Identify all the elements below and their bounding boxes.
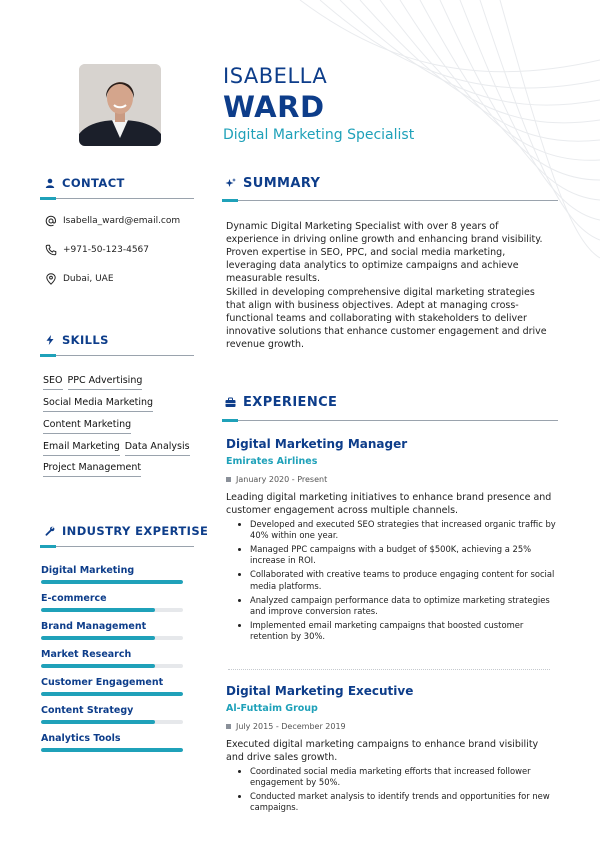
summary-paragraph-2: Skilled in developing comprehensive digital marketing strategies that align with business objectives. Adept at managing cross-functional teams and collaborating with stakeholders to deliver innovative solutions that enhance customer engagement and drive revenue growth. — [226, 287, 547, 350]
expertise-bar-fill — [41, 720, 155, 724]
job-bullet: Coordinated social media marketing efforts that increased follower engagement by 50%. — [238, 766, 556, 789]
job-description: Leading digital marketing initiatives to enhance brand presence and customer engagement across multiple channels. — [226, 492, 552, 516]
industry-expertise-heading — [45, 524, 208, 538]
skills-row — [43, 419, 131, 434]
expertise-bar-fill — [41, 748, 183, 752]
job-dates — [226, 722, 556, 731]
calendar-icon — [226, 724, 231, 729]
summary-heading-label: SUMMARY — [243, 176, 321, 191]
expertise-bar-fill — [41, 636, 155, 640]
expertise-label: Brand Management — [41, 621, 147, 632]
expertise-bar-fill — [41, 580, 183, 584]
job-dates-text: July 2015 - December 2019 — [236, 722, 346, 731]
briefcase-icon — [225, 397, 236, 408]
skill-tag: Content Marketing — [43, 419, 131, 434]
expertise-bar-fill — [41, 664, 155, 668]
expertise-bar — [41, 748, 183, 752]
experience-divider — [222, 420, 558, 421]
job-bullet: Implemented email marketing campaigns that boosted customer retention by 30%. — [238, 620, 556, 643]
expertise-item — [41, 705, 183, 724]
contact-phone-text: +971-50-123-4567 — [63, 245, 149, 255]
calendar-icon — [226, 477, 231, 482]
profile-photo — [79, 64, 161, 146]
last-name: WARD — [223, 90, 325, 124]
contact-email-text: Isabella_ward@email.com — [63, 216, 181, 226]
expertise-item — [41, 621, 183, 640]
contact-phone[interactable] — [45, 244, 149, 256]
experience-heading — [225, 395, 337, 410]
industry-expertise-divider — [40, 546, 194, 547]
expertise-bar — [41, 608, 183, 612]
job-bullet: Developed and executed SEO strategies that increased organic traffic by 40% within one year. — [238, 519, 556, 542]
skill-tag: SEO — [43, 375, 63, 390]
at-sign-icon — [45, 215, 57, 227]
expertise-label: Digital Marketing — [41, 565, 135, 576]
job-role: Digital Marketing Manager — [226, 437, 408, 451]
skills-row — [43, 397, 153, 412]
sparkle-icon — [225, 178, 236, 189]
summary-divider — [222, 200, 558, 201]
skill-tag: Social Media Marketing — [43, 397, 153, 412]
skills-row — [43, 375, 142, 390]
wrench-icon — [45, 526, 55, 536]
person-icon — [45, 178, 55, 188]
skills-row — [43, 462, 141, 477]
expertise-item — [41, 649, 183, 668]
skill-tag: PPC Advertising — [68, 375, 143, 390]
expertise-bar — [41, 636, 183, 640]
contact-email[interactable] — [45, 215, 180, 227]
job-company: Emirates Airlines — [226, 456, 318, 467]
expertise-bar — [41, 580, 183, 584]
expertise-label: Content Strategy — [41, 705, 134, 716]
job-entry — [226, 437, 556, 645]
job-dates — [226, 475, 556, 484]
industry-expertise-heading-label: INDUSTRY EXPERTISE — [62, 524, 209, 538]
expertise-label: Customer Engagement — [41, 677, 164, 688]
lightning-icon — [45, 335, 55, 345]
skill-tag: Data Analysis — [125, 441, 190, 456]
experience-heading-label: EXPERIENCE — [243, 395, 338, 410]
skills-row — [43, 441, 190, 456]
expertise-bar — [41, 692, 183, 696]
job-bullets — [226, 519, 556, 642]
job-company: Al-Futtaim Group — [226, 703, 318, 714]
skill-tag: Email Marketing — [43, 441, 120, 456]
job-bullets — [226, 766, 556, 814]
expertise-label: Analytics Tools — [41, 733, 121, 744]
expertise-item — [41, 677, 183, 696]
job-role: Digital Marketing Executive — [226, 684, 414, 698]
expertise-label: Market Research — [41, 649, 132, 660]
skills-heading — [45, 333, 109, 347]
job-title: Digital Marketing Specialist — [223, 127, 415, 143]
contact-divider — [40, 198, 194, 199]
contact-heading-label: CONTACT — [62, 176, 125, 190]
job-bullet: Analyzed campaign performance data to optimize marketing strategies and improve conversion rates. — [238, 595, 556, 618]
job-bullet: Collaborated with creative teams to produce engaging content for social media platforms. — [238, 569, 556, 592]
job-separator — [228, 669, 550, 670]
expertise-item — [41, 593, 183, 612]
first-name: ISABELLA — [223, 64, 328, 88]
phone-icon — [45, 244, 57, 256]
expertise-bar — [41, 720, 183, 724]
expertise-bar — [41, 664, 183, 668]
skills-heading-label: SKILLS — [62, 333, 109, 347]
skills-divider — [40, 355, 194, 356]
expertise-label: E-commerce — [41, 593, 107, 604]
expertise-item — [41, 733, 183, 752]
summary-paragraph-1: Dynamic Digital Marketing Specialist with over 8 years of experience in driving online growth and enhancing brand visibility. Proven expertise in SEO, PPC, and social media marketing, leveraging data analytics to optimize campaigns and achieve measurable results. — [226, 221, 543, 284]
job-bullet: Conducted market analysis to identify trends and opportunities for new campaigns. — [238, 791, 556, 814]
skill-tag: Project Management — [43, 462, 141, 477]
map-pin-icon — [45, 273, 57, 285]
expertise-bar-fill — [41, 692, 183, 696]
summary-heading — [225, 176, 320, 191]
job-dates-text: January 2020 - Present — [236, 475, 328, 484]
job-bullet: Managed PPC campaigns with a budget of $500K, achieving a 25% increase in ROI. — [238, 544, 556, 567]
expertise-item — [41, 565, 183, 584]
contact-heading — [45, 176, 125, 190]
contact-location — [45, 273, 114, 285]
contact-location-text: Dubai, UAE — [63, 274, 114, 284]
expertise-bar-fill — [41, 608, 155, 612]
job-entry — [226, 684, 556, 816]
job-description: Executed digital marketing campaigns to enhance brand visibility and drive sales growth. — [226, 739, 539, 763]
